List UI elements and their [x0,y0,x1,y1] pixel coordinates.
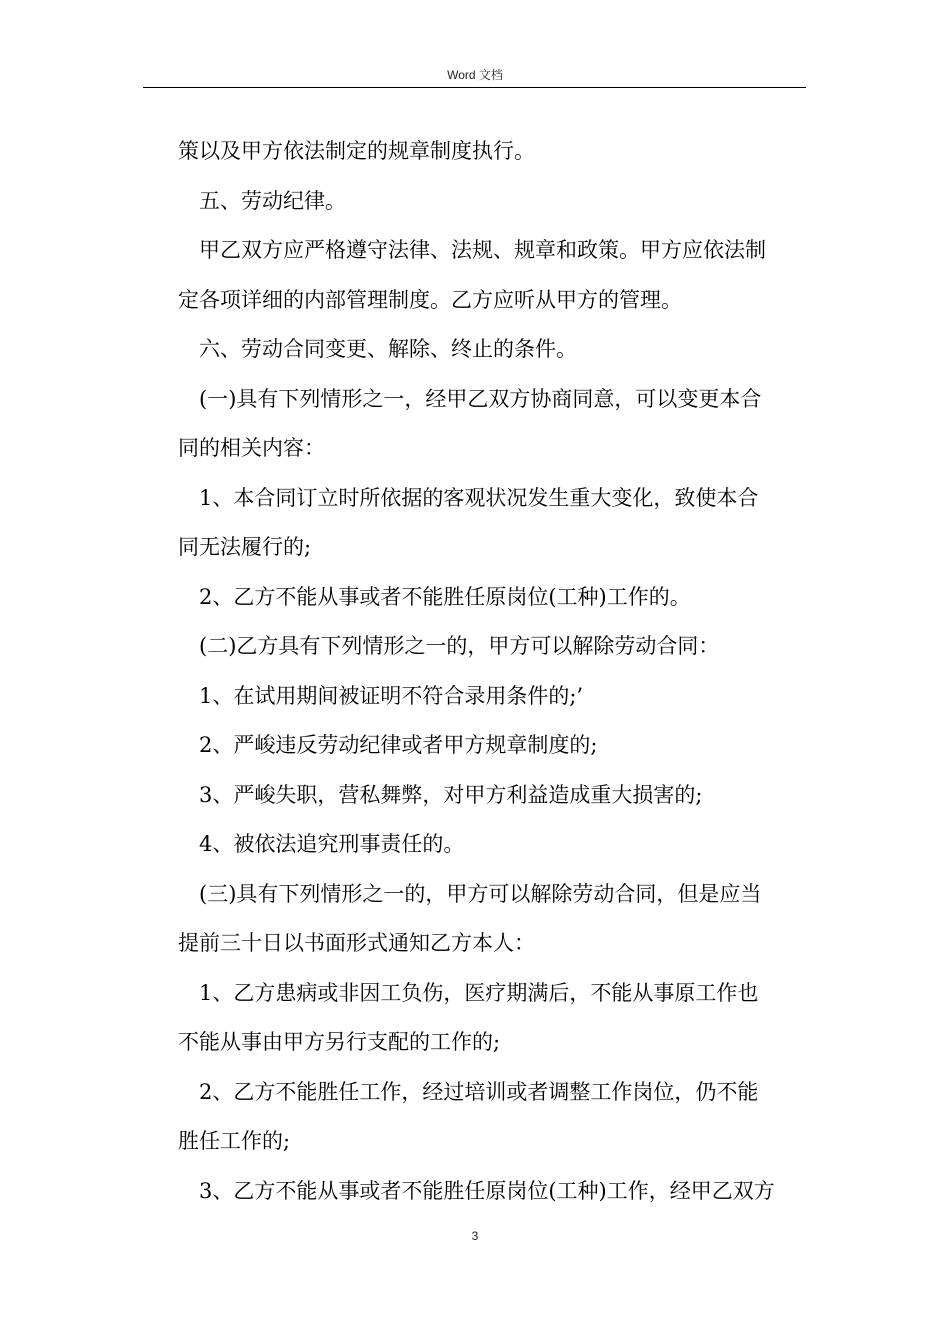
text-line: 4、被依法追究刑事责任的。 [199,832,465,856]
page-header: Word 文档 [447,68,503,82]
text-line: 六、劳动合同变更、解除、终止的条件。 [199,337,577,361]
text-line: 3、严峻失职，营私舞弊，对甲方利益造成重大损害的; [199,782,703,807]
text-line: 五、劳动纪律。 [199,188,346,213]
text-line: (三)具有下列情形之一的，甲方可以解除劳动合同，但是应当 [199,881,762,906]
text-line: 同无法履行的; [178,535,312,559]
text-line: 1、在试用期间被证明不符合录用条件的;’ [199,683,584,708]
text-line: 2、乙方不能胜任工作，经过培训或者调整工作岗位，仍不能 [199,1079,759,1104]
text-line: 同的相关内容： [178,436,325,460]
text-line: 策以及甲方依法制定的规章制度执行。 [178,139,535,163]
text-line: 提前三十日以书面形式通知乙方本人： [178,931,535,955]
document-body [178,127,803,1216]
text-line: 2、严峻违反劳动纪律或者甲方规章制度的; [199,733,598,757]
header-divider [143,87,806,88]
text-line: 不能从事由甲方另行支配的工作的; [178,1030,501,1054]
text-line: 1、本合同订立时所依据的客观状况发生重大变化，致使本合 [199,485,759,510]
page-number: 3 [471,1229,479,1243]
text-line: 定各项详细的内部管理制度。乙方应听从甲方的管理。 [178,287,682,312]
text-line: 2、乙方不能从事或者不能胜任原岗位(工种)工作的。 [199,584,691,609]
text-line: (一)具有下列情形之一，经甲乙双方协商同意，可以变更本合 [199,386,762,411]
text-line: (二)乙方具有下列情形之一的，甲方可以解除劳动合同： [199,634,720,658]
text-line: 1、乙方患病或非因工负伤，医疗期满后，不能从事原工作也 [199,980,759,1005]
text-line: 3、乙方不能从事或者不能胜任原岗位(工种)工作，经甲乙双方 [199,1178,775,1203]
text-line: 胜任工作的; [178,1129,291,1153]
text-line: 甲乙双方应严格遵守法律、法规、规章和政策。甲方应依法制 [199,238,766,262]
